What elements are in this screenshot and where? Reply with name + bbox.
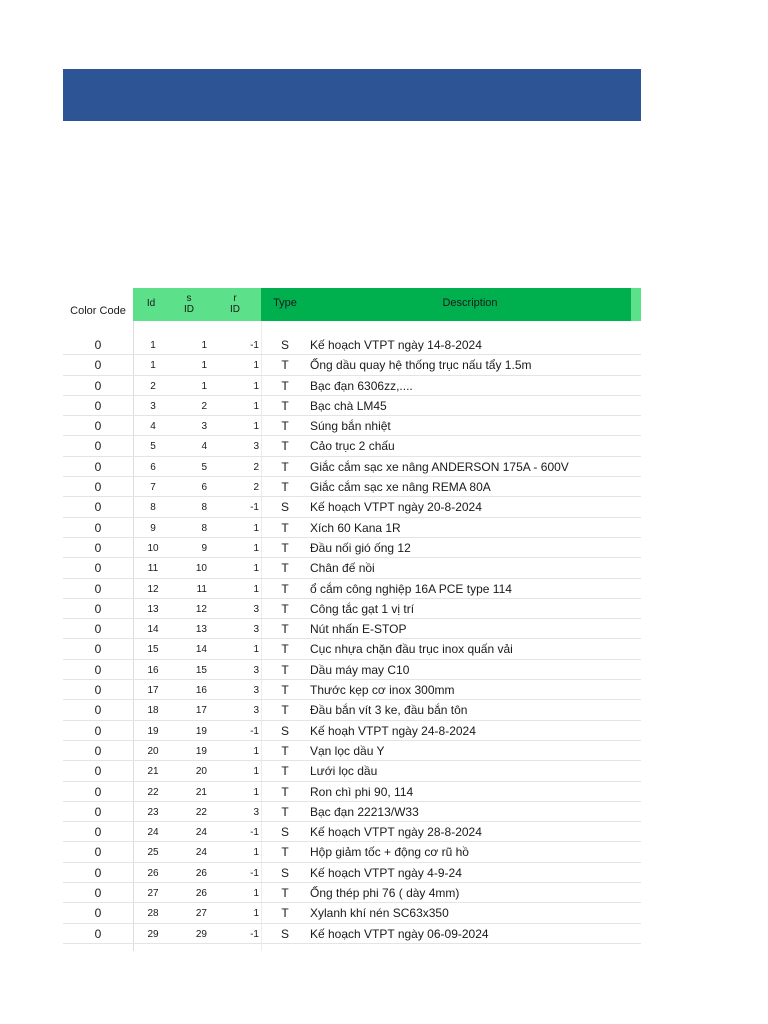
s-id-cell: 2 bbox=[201, 400, 207, 412]
color-code-cell: 0 bbox=[94, 601, 102, 616]
r-id-cell: 3 bbox=[253, 441, 259, 453]
description-cell: Kế hoạch VTPT ngày 06-09-2024 bbox=[310, 926, 489, 941]
s-id-cell: 15 bbox=[195, 664, 207, 676]
color-code-cell: 0 bbox=[94, 764, 102, 779]
color-code-cell: 0 bbox=[94, 419, 102, 434]
header-s-id: s ID bbox=[184, 293, 194, 315]
description-cell: Súng bắn nhiệt bbox=[310, 419, 391, 434]
r-id-cell: 3 bbox=[253, 806, 259, 818]
description-cell: Xylanh khí nén SC63x350 bbox=[310, 906, 449, 921]
id-cell: 22 bbox=[147, 786, 159, 798]
header-description: Description bbox=[442, 297, 498, 309]
table-row[interactable] bbox=[63, 721, 641, 741]
table-row[interactable] bbox=[63, 477, 641, 497]
description-cell: Kế hoạh VTPT ngày 24-8-2024 bbox=[310, 723, 476, 738]
header-color-code: Color Code bbox=[70, 305, 126, 317]
r-id-cell: 1 bbox=[253, 360, 259, 372]
table-row[interactable] bbox=[63, 842, 641, 862]
table-row[interactable] bbox=[63, 355, 641, 375]
description-cell: Cục nhựa chặn đầu trục inox quấn vải bbox=[310, 642, 513, 657]
r-id-cell: 1 bbox=[253, 563, 259, 575]
id-cell: 21 bbox=[147, 766, 159, 778]
description-cell: Hộp giảm tốc + động cơ rũ hồ bbox=[310, 845, 469, 860]
color-code-cell: 0 bbox=[94, 622, 102, 637]
color-code-cell: 0 bbox=[94, 520, 102, 535]
s-id-cell: 11 bbox=[196, 583, 207, 595]
table-row[interactable] bbox=[63, 660, 641, 680]
id-cell: 25 bbox=[147, 847, 159, 859]
description-cell: Thước kẹp cơ inox 300mm bbox=[310, 683, 455, 698]
header-r-id: r ID bbox=[230, 293, 240, 315]
color-code-cell: 0 bbox=[94, 540, 102, 555]
table-row[interactable] bbox=[63, 619, 641, 639]
color-code-cell: 0 bbox=[94, 561, 102, 576]
id-cell: 18 bbox=[147, 705, 159, 717]
title-banner bbox=[63, 69, 641, 121]
color-code-cell: 0 bbox=[94, 500, 102, 515]
id-cell: 10 bbox=[147, 542, 159, 554]
table-row[interactable] bbox=[63, 416, 641, 436]
description-cell: Đầu bắn vít 3 ke, đầu bắn tôn bbox=[310, 703, 468, 718]
description-cell: Chân đế nồi bbox=[310, 561, 375, 576]
id-cell: 5 bbox=[150, 441, 156, 453]
s-id-cell: 21 bbox=[195, 786, 207, 798]
type-cell: T bbox=[281, 439, 289, 454]
description-cell: Bạc đạn 6306zz,.... bbox=[310, 378, 413, 393]
s-id-cell: 6 bbox=[201, 482, 207, 494]
description-cell: Giắc cắm sạc xe nâng REMA 80A bbox=[310, 480, 491, 495]
type-cell: T bbox=[281, 804, 289, 819]
r-id-cell: 3 bbox=[253, 603, 259, 615]
table-row[interactable] bbox=[63, 457, 641, 477]
s-id-cell: 8 bbox=[201, 502, 207, 514]
table-row[interactable] bbox=[63, 396, 641, 416]
r-id-cell: 1 bbox=[253, 766, 259, 778]
r-id-cell: 1 bbox=[253, 380, 259, 392]
id-cell: 17 bbox=[147, 685, 159, 697]
id-cell: 20 bbox=[147, 745, 159, 757]
type-cell: T bbox=[281, 703, 289, 718]
s-id-cell: 26 bbox=[195, 867, 207, 879]
r-id-cell: -1 bbox=[250, 827, 259, 839]
s-id-cell: 14 bbox=[195, 644, 207, 656]
type-cell: T bbox=[281, 906, 289, 921]
type-cell: S bbox=[280, 926, 289, 941]
id-cell: 1 bbox=[150, 340, 156, 351]
r-id-cell: -1 bbox=[250, 502, 259, 514]
id-cell: 9 bbox=[150, 522, 156, 534]
id-cell: 12 bbox=[147, 583, 159, 595]
id-cell: 2 bbox=[150, 380, 156, 392]
id-cell: 11 bbox=[147, 563, 159, 575]
header-type: Type bbox=[273, 297, 297, 309]
r-id-cell: -1 bbox=[250, 867, 259, 879]
type-cell: T bbox=[281, 561, 289, 576]
table-row[interactable] bbox=[63, 579, 641, 599]
r-id-cell: 1 bbox=[253, 421, 259, 433]
s-id-cell: 9 bbox=[201, 542, 207, 554]
id-cell: 16 bbox=[147, 664, 159, 676]
color-code-cell: 0 bbox=[94, 784, 102, 799]
type-cell: T bbox=[281, 398, 289, 413]
table-row[interactable] bbox=[63, 558, 641, 578]
r-id-cell: 2 bbox=[253, 461, 259, 473]
id-cell: 8 bbox=[150, 502, 156, 514]
color-code-cell: 0 bbox=[94, 642, 102, 657]
id-cell: 6 bbox=[150, 461, 156, 473]
table-row[interactable] bbox=[63, 376, 641, 396]
s-id-cell: 17 bbox=[195, 705, 207, 717]
s-id-cell: 24 bbox=[195, 827, 207, 839]
table-row[interactable] bbox=[63, 741, 641, 761]
type-cell: T bbox=[281, 419, 289, 434]
id-cell: 4 bbox=[150, 421, 156, 433]
color-code-cell: 0 bbox=[94, 825, 102, 840]
type-cell: T bbox=[281, 764, 289, 779]
id-cell: 29 bbox=[147, 928, 159, 940]
r-id-cell: -1 bbox=[250, 725, 259, 737]
s-id-cell: 22 bbox=[195, 806, 207, 818]
s-id-cell: 19 bbox=[195, 745, 207, 757]
s-id-cell: 8 bbox=[201, 522, 207, 534]
id-cell: 28 bbox=[147, 908, 159, 920]
r-id-cell: 1 bbox=[253, 542, 259, 554]
type-cell: T bbox=[281, 784, 289, 799]
color-code-cell: 0 bbox=[94, 398, 102, 413]
type-cell: T bbox=[281, 358, 289, 373]
s-id-cell: 26 bbox=[195, 888, 207, 900]
s-id-cell: 27 bbox=[195, 908, 207, 920]
type-cell: T bbox=[281, 886, 289, 901]
description-cell: Công tắc gạt 1 vị trí bbox=[310, 601, 415, 616]
id-cell: 23 bbox=[147, 806, 159, 818]
table-row[interactable] bbox=[63, 335, 641, 355]
table-row[interactable] bbox=[63, 497, 641, 517]
table-row[interactable] bbox=[63, 700, 641, 720]
r-id-cell: -1 bbox=[250, 340, 259, 351]
r-id-cell: 1 bbox=[253, 786, 259, 798]
color-code-cell: 0 bbox=[94, 865, 102, 880]
color-code-cell: 0 bbox=[94, 358, 102, 373]
table-row[interactable] bbox=[63, 761, 641, 781]
s-id-cell: 16 bbox=[195, 685, 207, 697]
type-cell: T bbox=[281, 642, 289, 657]
color-code-cell: 0 bbox=[94, 906, 102, 921]
color-code-cell: 0 bbox=[94, 338, 102, 352]
type-cell: T bbox=[281, 520, 289, 535]
color-code-cell: 0 bbox=[94, 926, 102, 941]
r-id-cell: 1 bbox=[253, 400, 259, 412]
table-row[interactable] bbox=[63, 924, 641, 944]
description-cell: Ron chì phi 90, 114 bbox=[310, 784, 414, 799]
s-id-cell: 12 bbox=[195, 603, 207, 615]
table-row[interactable] bbox=[63, 436, 641, 456]
type-cell: T bbox=[281, 459, 289, 474]
description-cell: Bạc chà LM45 bbox=[310, 398, 387, 413]
type-cell: T bbox=[281, 743, 289, 758]
r-id-cell: 1 bbox=[253, 847, 259, 859]
s-id-cell: 20 bbox=[195, 766, 207, 778]
header-band-tail bbox=[631, 288, 641, 321]
s-id-cell: 1 bbox=[201, 360, 207, 372]
r-id-cell: 3 bbox=[253, 664, 259, 676]
color-code-cell: 0 bbox=[94, 703, 102, 718]
color-code-cell: 0 bbox=[94, 845, 102, 860]
id-cell: 19 bbox=[147, 725, 159, 737]
r-id-cell: 1 bbox=[253, 745, 259, 757]
r-id-cell: 2 bbox=[253, 482, 259, 494]
id-cell: 27 bbox=[147, 888, 159, 900]
color-code-cell: 0 bbox=[94, 459, 102, 474]
description-cell: Xích 60 Kana 1R bbox=[310, 520, 401, 535]
table-row[interactable] bbox=[63, 883, 641, 903]
header-id: Id bbox=[146, 298, 156, 309]
table-row[interactable] bbox=[63, 863, 641, 883]
color-code-cell: 0 bbox=[94, 480, 102, 495]
description-cell: Lưới lọc dầu bbox=[310, 764, 378, 779]
table-row[interactable] bbox=[63, 599, 641, 619]
r-id-cell: 3 bbox=[253, 705, 259, 717]
data-table bbox=[63, 335, 641, 944]
description-cell: Kế hoạch VTPT ngày 20-8-2024 bbox=[310, 500, 482, 515]
r-id-cell: 1 bbox=[253, 583, 259, 595]
type-cell: S bbox=[280, 825, 289, 840]
type-cell: T bbox=[281, 480, 289, 495]
type-cell: T bbox=[281, 683, 289, 698]
description-cell: Vạn lọc dầu Y bbox=[310, 743, 385, 758]
color-code-cell: 0 bbox=[94, 683, 102, 698]
table-row[interactable] bbox=[63, 903, 641, 923]
table-row[interactable] bbox=[63, 680, 641, 700]
s-id-cell: 5 bbox=[201, 461, 207, 473]
description-cell: Dầu máy may C10 bbox=[310, 662, 410, 677]
id-cell: 3 bbox=[150, 400, 156, 412]
description-cell: Kế hoạch VTPT ngày 28-8-2024 bbox=[310, 825, 482, 840]
description-cell: Ống thép phi 76 ( dày 4mm) bbox=[310, 886, 460, 901]
type-cell: T bbox=[281, 662, 289, 677]
table-row[interactable] bbox=[63, 518, 641, 538]
color-code-cell: 0 bbox=[94, 378, 102, 393]
r-id-cell: 1 bbox=[253, 522, 259, 534]
table-row[interactable] bbox=[63, 538, 641, 558]
description-cell: ổ cắm công nghiệp 16A PCE type 114 bbox=[310, 581, 512, 596]
table-row[interactable] bbox=[63, 639, 641, 659]
description-cell: Giắc cắm sạc xe nâng ANDERSON 175A - 600V bbox=[310, 459, 569, 474]
description-cell: Ống dầu quay hệ thống trục nấu tẩy 1.5m bbox=[310, 358, 532, 373]
type-cell: S bbox=[280, 338, 289, 352]
color-code-cell: 0 bbox=[94, 886, 102, 901]
type-cell: T bbox=[281, 378, 289, 393]
color-code-cell: 0 bbox=[94, 723, 102, 738]
s-id-cell: 4 bbox=[201, 441, 207, 453]
color-code-cell: 0 bbox=[94, 743, 102, 758]
color-code-cell: 0 bbox=[94, 439, 102, 454]
type-cell: S bbox=[280, 723, 289, 738]
id-cell: 13 bbox=[147, 603, 159, 615]
s-id-cell: 19 bbox=[195, 725, 207, 737]
color-code-cell: 0 bbox=[94, 804, 102, 819]
id-cell: 26 bbox=[147, 867, 159, 879]
description-cell: Kế hoạch VTPT ngày 4-9-24 bbox=[310, 865, 462, 880]
type-cell: S bbox=[280, 500, 289, 515]
id-cell: 15 bbox=[147, 644, 159, 656]
id-cell: 7 bbox=[150, 482, 156, 494]
type-cell: T bbox=[281, 622, 289, 637]
s-id-cell: 10 bbox=[195, 563, 207, 575]
description-cell: Đầu nối gió ống 12 bbox=[310, 540, 411, 555]
color-code-cell: 0 bbox=[94, 581, 102, 596]
type-cell: T bbox=[281, 581, 289, 596]
description-cell: Bạc đạn 22213/W33 bbox=[310, 804, 419, 819]
type-cell: T bbox=[281, 540, 289, 555]
type-cell: T bbox=[281, 845, 289, 860]
r-id-cell: 1 bbox=[253, 644, 259, 656]
r-id-cell: 3 bbox=[253, 685, 259, 697]
table-row[interactable] bbox=[63, 782, 641, 802]
table-row[interactable] bbox=[63, 802, 641, 822]
r-id-cell: 1 bbox=[253, 908, 259, 920]
color-code-cell: 0 bbox=[94, 662, 102, 677]
s-id-cell: 1 bbox=[201, 340, 207, 351]
id-cell: 1 bbox=[150, 360, 156, 372]
s-id-cell: 29 bbox=[195, 928, 207, 940]
r-id-cell: -1 bbox=[250, 928, 259, 940]
description-cell: Cảo trục 2 chấu bbox=[310, 439, 395, 454]
type-cell: T bbox=[281, 601, 289, 616]
description-cell: Nút nhấn E-STOP bbox=[310, 622, 407, 637]
r-id-cell: 3 bbox=[253, 624, 259, 636]
s-id-cell: 1 bbox=[201, 380, 207, 392]
description-cell: Kế hoạch VTPT ngày 14-8-2024 bbox=[310, 338, 482, 352]
id-cell: 14 bbox=[147, 624, 159, 636]
type-cell: S bbox=[280, 865, 289, 880]
s-id-cell: 24 bbox=[195, 847, 207, 859]
s-id-cell: 3 bbox=[201, 421, 207, 433]
id-cell: 24 bbox=[147, 827, 159, 839]
r-id-cell: 1 bbox=[253, 888, 259, 900]
s-id-cell: 13 bbox=[195, 624, 207, 636]
table-row[interactable] bbox=[63, 822, 641, 842]
